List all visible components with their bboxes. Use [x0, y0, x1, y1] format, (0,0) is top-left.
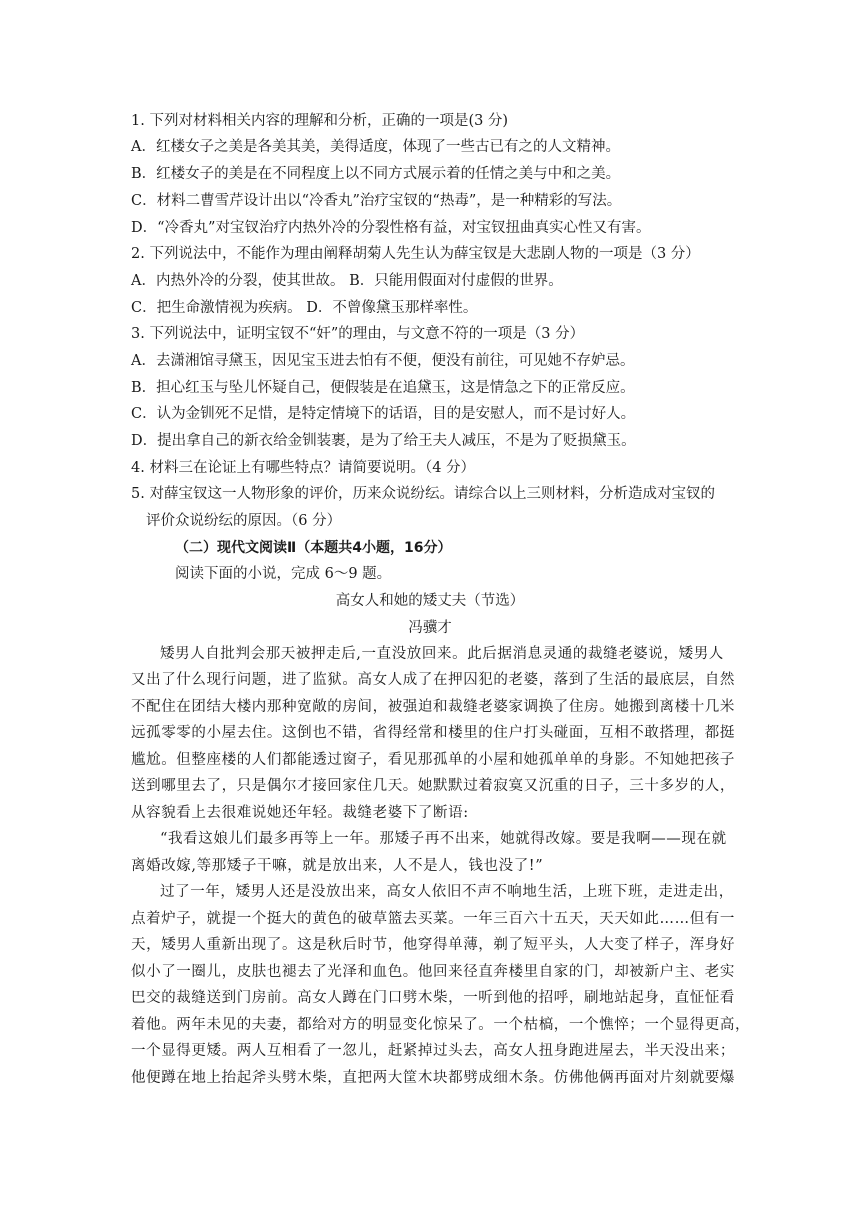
section-heading: （二）现代文阅读Ⅱ（本题共4小题，16分） [175, 540, 452, 556]
question-5-line-2: 评价众说纷纭的原因。（6 分） [146, 513, 342, 529]
story-quote-line: 离婚改嫁,等那矮子干嘛，就是放出来，人不是人，钱也没了!” [131, 858, 544, 874]
story-paragraph-line: 又出了什么现行问题，进了监狱。高女人成了在押囚犯的老婆，落到了生活的最底层，自然 [131, 672, 735, 688]
story-paragraph-line: 不配住在团结大楼内那种宽敞的房间，被强迫和裁缝老婆家调换了住房。她搬到离楼十几米 [131, 699, 735, 715]
story-paragraph-line: 远孤零零的小屋去住。这倒也不错，省得经常和楼里的住户打头碰面，互相不敢搭理，都挺 [131, 725, 735, 741]
story-paragraph-line: 巴交的裁缝送到门房前。高女人蹲在门口劈木柴，一听到他的招呼，刷地站起身，直怔怔看 [131, 990, 735, 1006]
story-paragraph-line: 一个显得更矮。两人互相看了一忽儿，赶紧掉过头去，高女人扭身跑进屋去，半天没出来； [131, 1043, 735, 1059]
question-3-option-c: C．认为金钏死不足惜，是特定情境下的话语，目的是安慰人，而不是讨好人。 [131, 406, 636, 422]
story-title: 高女人和她的矮丈夫（节选） [335, 593, 525, 609]
question-1-option-c: C．材料二曹雪芹设计出以“冷香丸”治疗宝钗的“热毒”，是一种精彩的写法。 [131, 193, 622, 209]
question-2-stem: 2. 下列说法中，不能作为理由阐释胡菊人先生认为薛宝钗是大悲剧人物的一项是（3 分） [131, 246, 700, 262]
story-paragraph-line: 过了一年，矮男人还是没放出来，高女人依旧不声不响地生活，上班下班，走进走出， [160, 884, 734, 900]
question-2-options-cd: C．把生命激情视为疾病。 D．不曾像黛玉那样率性。 [131, 300, 478, 316]
story-paragraph-line: 着他。两年未见的夫妻，都给对方的明显变化惊呆了。一个枯槁，一个憔悴；一个显得更高， [131, 1017, 751, 1033]
question-1-option-d: D．“冷香丸”对宝钗治疗内热外冷的分裂性格有益，对宝钗扭曲真实心性又有害。 [131, 220, 651, 236]
question-3-option-d: D．提出拿自己的新衣给金钏装裹，是为了给王夫人减压，不是为了贬损黛玉。 [131, 433, 636, 449]
question-1-option-b: B．红楼女子的美是在不同程度上以不同方式展示着的任情之美与中和之美。 [131, 166, 621, 182]
question-3-stem: 3. 下列说法中，证明宝钗不“奸”的理由，与文意不符的一项是（3 分） [131, 326, 585, 342]
reading-instruction: 阅读下面的小说，完成 6～9 题。 [175, 566, 392, 582]
question-3-option-b: B．担心红玉与坠儿怀疑自己，便假装是在追黛玉，这是情急之下的正常反应。 [131, 380, 635, 396]
question-1-option-a: A．红楼女子之美是各美其美，美得适度，体现了一些古已有之的人文精神。 [131, 139, 620, 155]
question-5-line-1: 5. 对薛宝钗这一人物形象的评价，历来众说纷纭。请综合以上三则材料，分析造成对宝钗的 [131, 486, 715, 502]
question-3-option-a: A．去潇湘馆寻黛玉，因见宝玉进去怕有不便，便没有前往，可见她不存妒忌。 [131, 353, 635, 369]
story-paragraph-line: 尴尬。但整座楼的人们都能透过窗子，看见那孤单的小屋和她孤单单的身影。不知她把孩子 [131, 752, 735, 768]
story-paragraph-line: 矮男人自批判会那天被押走后,一直没放回来。此后据消息灵通的裁缝老婆说，矮男人 [160, 646, 724, 662]
question-4: 4. 材料三在论证上有哪些特点？请简要说明。（4 分） [131, 460, 476, 476]
question-1-stem: 1. 下列对材料相关内容的理解和分析，正确的一项是(3 分) [131, 113, 509, 129]
story-author: 冯骥才 [408, 620, 452, 636]
story-quote-line: “我看这娘儿们最多再等上一年。那矮子再不出来，她就得改嫁。要是我啊——现在就 [160, 831, 727, 847]
story-paragraph-line: 似小了一圈儿，皮肤也褪去了光泽和血色。他回来径直奔楼里自家的门，却被新户主、老实 [131, 964, 735, 980]
story-paragraph-line: 天，矮男人重新出现了。这是秋后时节，他穿得单薄，剃了短平头，人大变了样子，浑身好 [131, 937, 735, 953]
question-2-options-ab: A．内热外冷的分裂，使其世故。 B．只能用假面对付虚假的世界。 [131, 273, 563, 289]
story-paragraph-line: 从容貌看上去很难说她还年轻。裁缝老婆下了断语: [131, 805, 469, 821]
story-paragraph-line: 点着炉子，就提一个挺大的黄色的破草篮去买菜。一年三百六十五天，天天如此……但有一 [131, 911, 735, 927]
story-paragraph-line: 送到哪里去了，只是偶尔才接回家住几天。她默默过着寂寞又沉重的日子，三十多岁的人， [131, 778, 735, 794]
story-paragraph-line: 他便蹲在地上抬起斧头劈木柴，直把两大筐木块都劈成细木条。仿佛他俩再面对片刻就要爆 [131, 1070, 735, 1086]
